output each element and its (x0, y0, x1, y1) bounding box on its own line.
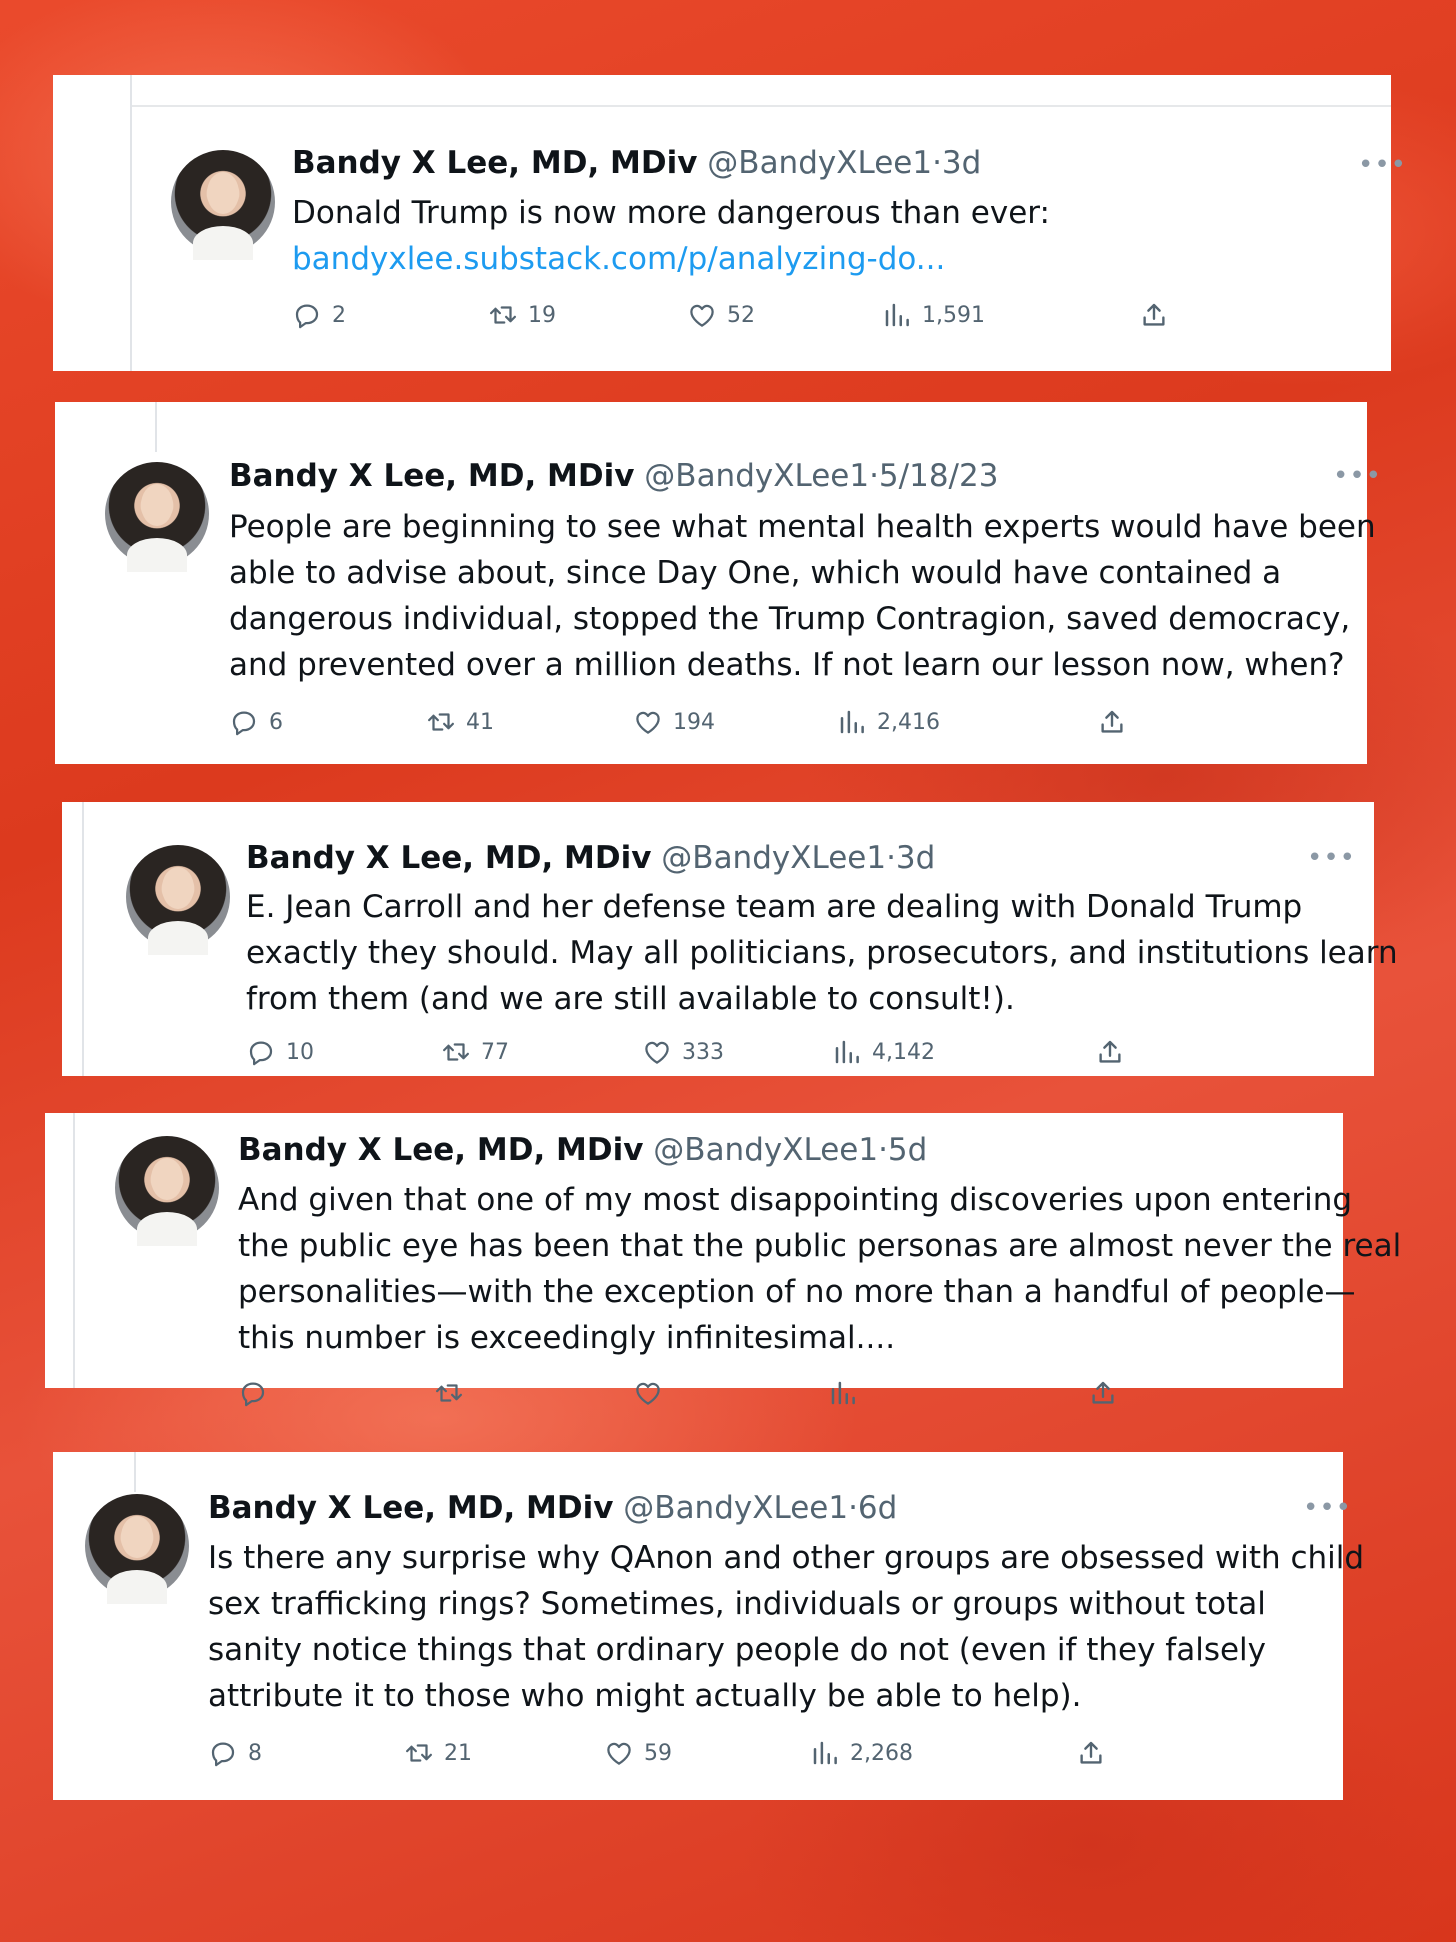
retweet-icon (404, 1738, 434, 1768)
tweet-card-5[interactable] (53, 1452, 1365, 1800)
tweet-text (208, 1535, 1364, 1719)
reply-button[interactable] (229, 704, 283, 740)
tweet-text (292, 190, 1050, 282)
separator: · (932, 145, 942, 181)
author-name[interactable]: Bandy X Lee, MD, MDiv (238, 1132, 644, 1168)
tweet-line: the public eye has been that the public personas are almost never the real (238, 1228, 1402, 1264)
reply-button[interactable] (292, 297, 346, 333)
timestamp[interactable]: 6d (857, 1490, 898, 1526)
avatar[interactable] (171, 150, 275, 254)
view-count: 2,268 (850, 1740, 913, 1766)
separator: · (869, 458, 879, 494)
tweet-line: exactly they should. May all politicians, prosecutors, and institutions learn (246, 935, 1398, 971)
action-bar (208, 1735, 1108, 1771)
more-options-icon[interactable]: ••• (1358, 150, 1408, 180)
tweet-text (246, 884, 1398, 1022)
tweet-header (238, 1130, 927, 1170)
author-handle[interactable]: @BandyXLee1 (623, 1490, 849, 1526)
avatar[interactable] (126, 845, 230, 949)
reply-button[interactable] (208, 1735, 262, 1771)
reply-button[interactable] (246, 1034, 314, 1070)
action-bar (229, 704, 1129, 740)
timestamp[interactable]: 3d (941, 145, 982, 181)
tweet-line: E. Jean Carroll and her defense team are dealing with Donald Trump (246, 889, 1303, 925)
tweet-line: People are beginning to see what mental health experts would have been (229, 509, 1376, 545)
heart-icon (633, 707, 663, 737)
tweet-text (229, 504, 1376, 688)
heart-icon (642, 1037, 672, 1067)
tweet-header (229, 456, 998, 496)
avatar[interactable] (105, 462, 209, 566)
more-options-icon[interactable]: ••• (1333, 461, 1383, 491)
share-button[interactable] (1076, 1735, 1106, 1771)
reply-icon (238, 1378, 268, 1408)
view-count: 4,142 (872, 1039, 935, 1065)
separator: · (878, 1132, 888, 1168)
retweet-count: 21 (444, 1740, 472, 1766)
tweet-line: able to advise about, since Day One, which would have contained a (229, 555, 1282, 591)
tweet-header (246, 838, 935, 878)
reply-icon (246, 1037, 276, 1067)
avatar[interactable] (115, 1136, 219, 1240)
share-icon (1097, 707, 1127, 737)
retweet-icon (434, 1378, 464, 1408)
tweet-line: attribute it to those who might actually be able to help). (208, 1678, 1082, 1714)
tweet-line: personalities—with the exception of no more than a handful of people— (238, 1274, 1356, 1310)
views-icon (837, 707, 867, 737)
retweet-count: 41 (466, 709, 494, 735)
tweet-header (292, 143, 981, 183)
tweet-text (238, 1177, 1401, 1361)
timestamp[interactable]: 3d (895, 840, 936, 876)
share-icon (1088, 1378, 1118, 1408)
tweet-card-3[interactable] (62, 802, 1398, 1076)
tweet-line: this number is exceedingly infinitesimal.... (238, 1320, 896, 1356)
author-handle[interactable]: @BandyXLee1 (653, 1132, 879, 1168)
like-count: 194 (673, 709, 715, 735)
action-bar (292, 297, 1192, 333)
tweet-line: dangerous individual, stopped the Trump Contragion, saved democracy, (229, 601, 1351, 637)
share-button[interactable] (1095, 1034, 1125, 1070)
like-button[interactable] (604, 1735, 672, 1771)
share-button[interactable] (1097, 704, 1127, 740)
views-icon (832, 1037, 862, 1067)
retweet-icon (426, 707, 456, 737)
retweet-button[interactable] (488, 297, 556, 333)
author-name[interactable]: Bandy X Lee, MD, MDiv (292, 145, 698, 181)
tweet-link[interactable]: bandyxlee.substack.com/p/analyzing-do... (292, 241, 946, 277)
tweet-line: and prevented over a million deaths. If not learn our lesson now, when? (229, 647, 1345, 683)
tweet-line: sanity notice things that ordinary people do not (even if they falsely (208, 1632, 1267, 1668)
like-button[interactable] (633, 1375, 663, 1411)
author-name[interactable]: Bandy X Lee, MD, MDiv (246, 840, 652, 876)
reply-icon (208, 1738, 238, 1768)
reply-icon (229, 707, 259, 737)
action-bar (238, 1375, 1138, 1411)
views-button[interactable] (828, 1375, 858, 1411)
tweet-card-2[interactable] (55, 402, 1383, 764)
views-button[interactable] (837, 704, 940, 740)
share-button[interactable] (1088, 1375, 1118, 1411)
more-options-icon[interactable]: ••• (1303, 1493, 1353, 1523)
heart-icon (604, 1738, 634, 1768)
retweet-icon (488, 300, 518, 330)
timestamp[interactable]: 5d (887, 1132, 928, 1168)
tweet-line: And given that one of my most disappointing discoveries upon entering (238, 1182, 1353, 1218)
like-count: 333 (682, 1039, 724, 1065)
retweet-count: 77 (481, 1039, 509, 1065)
tweet-card-4[interactable] (45, 1113, 1402, 1388)
reply-count: 8 (248, 1740, 262, 1766)
retweet-icon (441, 1037, 471, 1067)
heart-icon (687, 300, 717, 330)
view-count: 2,416 (877, 709, 940, 735)
retweet-button[interactable] (426, 704, 494, 740)
reply-count: 2 (332, 302, 346, 328)
like-button[interactable] (642, 1034, 724, 1070)
reply-button[interactable] (238, 1375, 268, 1411)
like-button[interactable] (687, 297, 755, 333)
view-count: 1,591 (922, 302, 985, 328)
separator: · (848, 1490, 858, 1526)
tweet-line: Is there any surprise why QAnon and other groups are obsessed with child (208, 1540, 1365, 1576)
author-name[interactable]: Bandy X Lee, MD, MDiv (208, 1490, 614, 1526)
share-icon (1095, 1037, 1125, 1067)
share-icon (1139, 300, 1169, 330)
views-icon (810, 1738, 840, 1768)
tweet-line: from them (and we are still available to consult!). (246, 981, 1015, 1017)
retweet-button[interactable] (441, 1034, 509, 1070)
like-count: 52 (727, 302, 755, 328)
more-options-icon[interactable]: ••• (1307, 843, 1357, 873)
views-button[interactable] (832, 1034, 935, 1070)
reply-count: 6 (269, 709, 283, 735)
reply-icon (292, 300, 322, 330)
views-icon (828, 1378, 858, 1408)
author-handle[interactable]: @BandyXLee1 (661, 840, 887, 876)
author-handle[interactable]: @BandyXLee1 (644, 458, 870, 494)
action-bar (246, 1034, 1146, 1070)
timestamp[interactable]: 5/18/23 (878, 458, 999, 494)
tweet-header (208, 1488, 897, 1528)
views-button[interactable] (882, 297, 985, 333)
author-name[interactable]: Bandy X Lee, MD, MDiv (229, 458, 635, 494)
share-button[interactable] (1139, 297, 1169, 333)
share-icon (1076, 1738, 1106, 1768)
like-count: 59 (644, 1740, 672, 1766)
reply-count: 10 (286, 1039, 314, 1065)
avatar[interactable] (85, 1494, 189, 1598)
views-button[interactable] (810, 1735, 913, 1771)
heart-icon (633, 1378, 663, 1408)
separator: · (886, 840, 896, 876)
like-button[interactable] (633, 704, 715, 740)
tweet-line: Donald Trump is now more dangerous than ever: (292, 195, 1050, 231)
retweet-button[interactable] (434, 1375, 464, 1411)
views-icon (882, 300, 912, 330)
tweet-line: sex trafficking rings? Sometimes, individuals or groups without total (208, 1586, 1266, 1622)
tweet-card-1[interactable] (53, 75, 1408, 371)
author-handle[interactable]: @BandyXLee1 (707, 145, 933, 181)
retweet-button[interactable] (404, 1735, 472, 1771)
retweet-count: 19 (528, 302, 556, 328)
